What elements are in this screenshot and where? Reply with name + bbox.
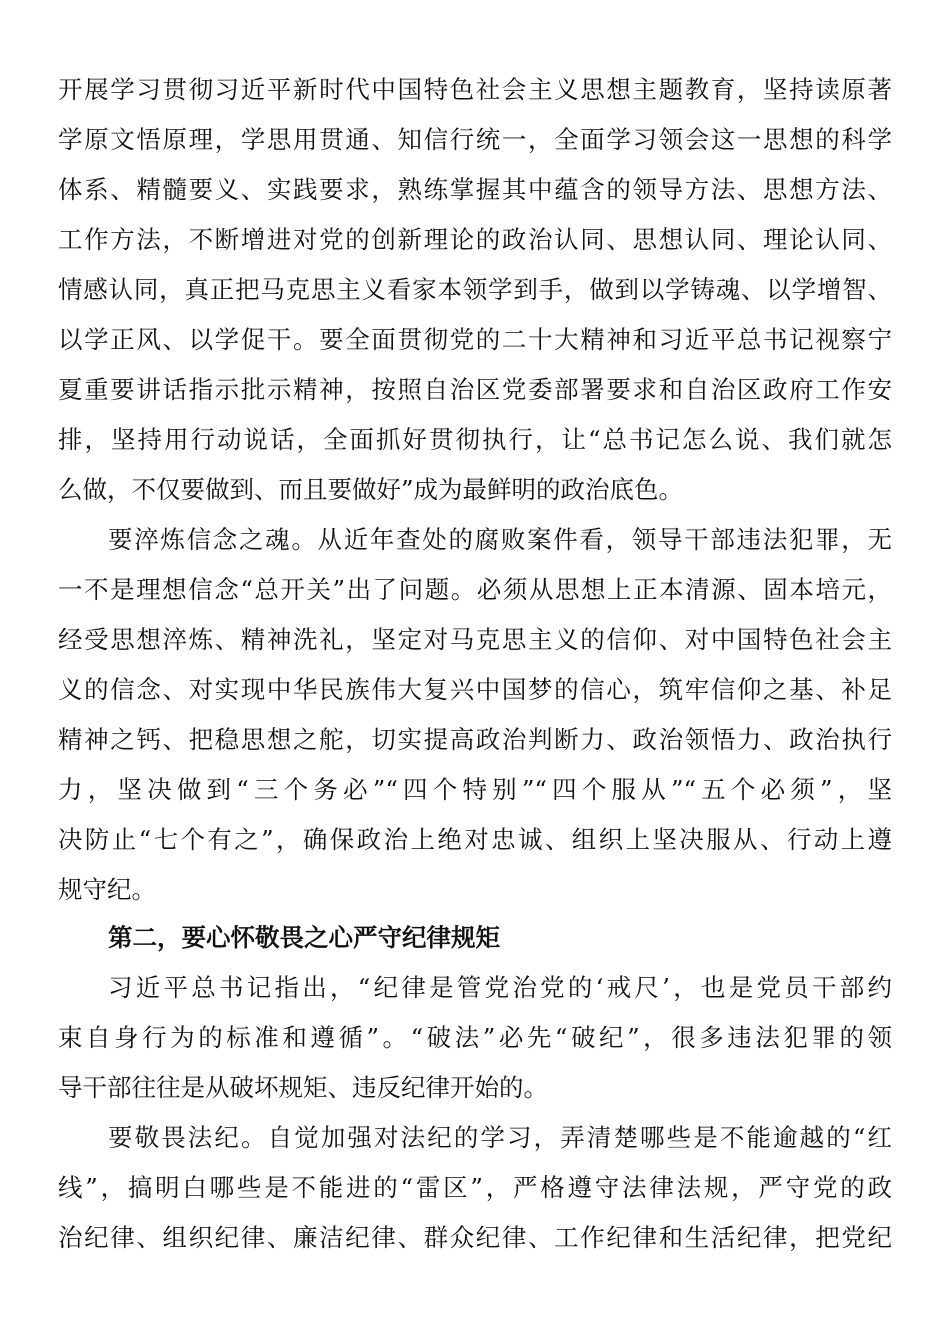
paragraph-line: 线”，搞明白哪些是不能进的“雷区”，严格遵守法律法规，严守党的政 [58, 1173, 892, 1202]
paragraph-line: 排，坚持用行动说话，全面抓好贯彻执行，让“总书记怎么说、我们就怎 [58, 425, 892, 454]
paragraph-line: 精神之钙、把稳思想之舵，切实提高政治判断力、政治领悟力、政治执行 [58, 725, 892, 754]
paragraph-line: 规守纪。 [58, 875, 156, 904]
paragraph-line: 以学正风、以学促干。要全面贯彻党的二十大精神和习近平总书记视察宁 [58, 325, 892, 354]
paragraph-line: 夏重要讲话指示批示精神，按照自治区党委部署要求和自治区政府工作安 [58, 375, 892, 404]
paragraph-line: 要淬炼信念之魂。从近年查处的腐败案件看，领导干部违法犯罪，无 [108, 525, 892, 554]
paragraph-line: 治纪律、组织纪律、廉洁纪律、群众纪律、工作纪律和生活纪律，把党纪 [58, 1223, 892, 1252]
paragraph-line: 开展学习贯彻习近平新时代中国特色社会主义思想主题教育，坚持读原著 [58, 75, 892, 104]
paragraph-line: 经受思想淬炼、精神洗礼，坚定对马克思主义的信仰、对中国特色社会主 [58, 625, 892, 654]
paragraph-line: 束自身行为的标准和遵循”。“破法”必先“破纪”，很多违法犯罪的领 [58, 1023, 892, 1052]
paragraph-line: 决防止“七个有之”，确保政治上绝对忠诚、组织上坚决服从、行动上遵 [58, 825, 892, 854]
paragraph-line: 体系、精髓要义、实践要求，熟练掌握其中蕴含的领导方法、思想方法、 [58, 175, 892, 204]
paragraph-line: 工作方法，不断增进对党的创新理论的政治认同、思想认同、理论认同、 [58, 225, 892, 254]
paragraph-line: 习近平总书记指出，“纪律是管党治党的‘戒尺’，也是党员干部约 [108, 973, 892, 1002]
paragraph-line: 学原文悟原理，学思用贯通、知信行统一，全面学习领会这一思想的科学 [58, 125, 892, 154]
paragraph-line: 么做，不仅要做到、而且要做好”成为最鲜明的政治底色。 [58, 475, 684, 504]
paragraph-line: 导干部往往是从破坏规矩、违反纪律开始的。 [58, 1073, 548, 1102]
paragraph-line: 义的信念、对实现中华民族伟大复兴中国梦的信心，筑牢信仰之基、补足 [58, 675, 892, 704]
paragraph-line: 要敬畏法纪。自觉加强对法纪的学习，弄清楚哪些是不能逾越的“红 [108, 1123, 892, 1152]
paragraph-line: 一不是理想信念“总开关”出了问题。必须从思想上正本清源、固本培元， [58, 575, 892, 604]
paragraph-line: 情感认同，真正把马克思主义看家本领学到手，做到以学铸魂、以学增智、 [58, 275, 892, 304]
section-heading: 第二，要心怀敬畏之心严守纪律规矩 [108, 923, 500, 952]
paragraph-line: 力，坚决做到“三个务必”“四个特别”“四个服从”“五个必须”，坚 [58, 775, 892, 804]
